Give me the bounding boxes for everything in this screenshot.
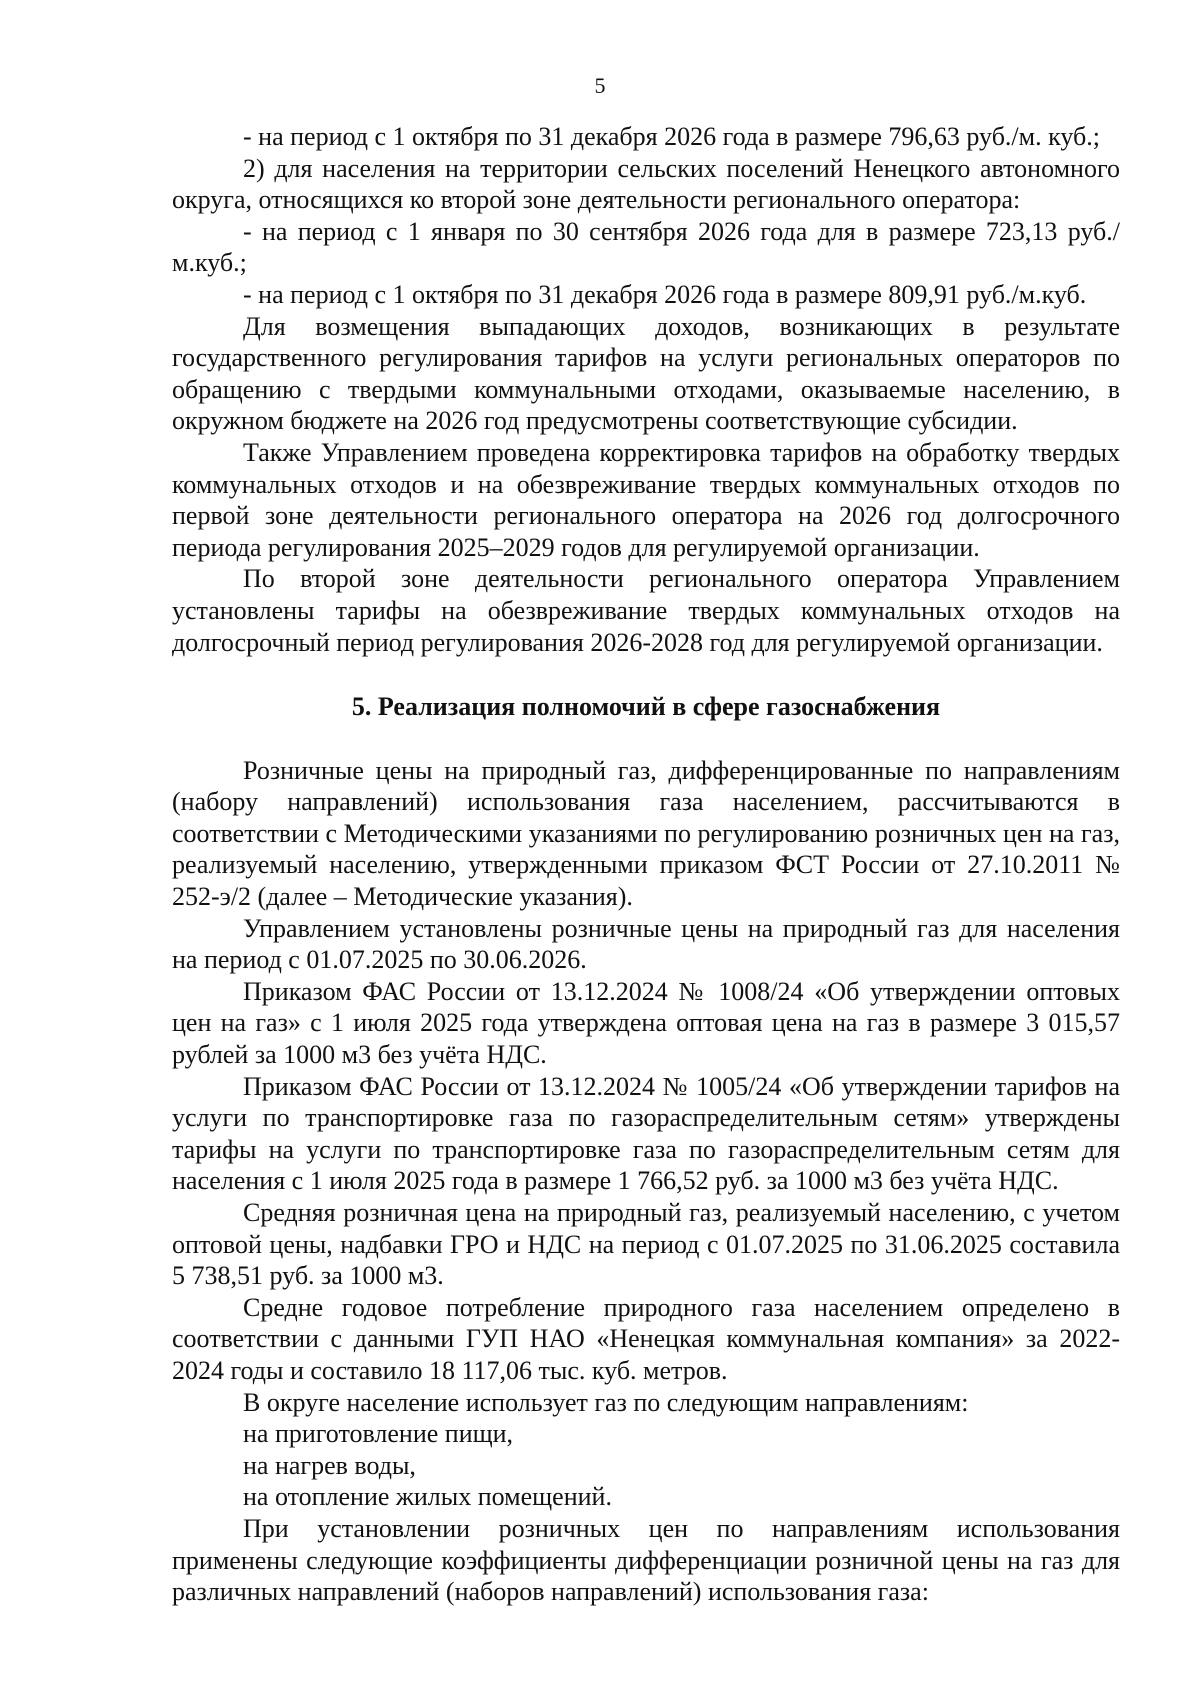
paragraph-coefficients: При установлении розничных цен по направлениям использования применены следующие коэффициенты дифференциации розничной цены на газ для различных направлений (наборов направлений) использования газа: <box>172 1513 1120 1607</box>
list-item-cooking: на приготовление пищи, <box>243 1419 514 1449</box>
list-item-space-heating: на отопление жилых помещений. <box>243 1482 612 1512</box>
document-body <box>172 121 1120 1608</box>
section-heading: 5. Реализация полномочий в сфере газоснабжения <box>351 692 941 722</box>
list-item-water-heating: на нагрев воды, <box>243 1450 416 1480</box>
paragraph-transport-tariffs: Приказом ФАС России от 13.12.2024 № 1005/24 «Об утверждении тарифов на услуги по транспортировке газа по газораспределительным сетям» утверждены тарифы на услуги по транспортировке газа по газораспределительным сетям для населения с 1 июля 2025 года в размере 1 766,52 руб. за 1000 м3 без учёта НДС. <box>172 1071 1120 1196</box>
paragraph-second-zone-tariffs: По второй зоне деятельности регионального оператора Управлением установлены тарифы на обезвреживание твердых коммунальных отходов на долгосрочный период регулирования 2026-2028 год для регулируемой организации. <box>172 564 1120 657</box>
paragraph-retail-period: Управлением установлены розничные цены на природный газ для населения на период с 01.07.2025 по 30.06.2026. <box>172 913 1120 975</box>
paragraph-tariff-oct-dec-zone1: - на период с 1 октября по 31 декабря 2026 года в размере 796,63 руб./м. куб.; <box>243 122 1100 151</box>
paragraph-subsidies: Для возмещения выпадающих доходов, возникающих в результате государственного регулирования тарифов на услуги региональных операторов по обращению с твердыми коммунальными отходами, оказываемые населению, в окружном бюджете на 2026 год предусмотрены соответствующие субсидии. <box>172 311 1120 436</box>
paragraph-rural-settlements: 2) для населения на территории сельских поселений Ненецкого автономного округа, относящихся ко второй зоне деятельности регионального оператора: <box>172 153 1120 215</box>
paragraph-average-price: Средняя розничная цена на природный газ, реализуемый населению, с учетом оптовой цены, надбавки ГРО и НДС на период с 01.07.2025 по 31.06.2025 составила 5 738,51 руб. за 1000 м3. <box>172 1198 1120 1291</box>
paragraph-usage-intro: В округе население использует газ по следующим направлениям: <box>243 1387 969 1417</box>
paragraph-tariff-jan-sep-zone2: - на период с 1 января по 30 сентября 2026 года для в размере 723,13 руб./м.куб.; <box>172 216 1120 278</box>
paragraph-annual-consumption: Средне годовое потребление природного газа населением определено в соответствии с данными ГУП НАО «Ненецкая коммунальная компания» за 2022-2024 годы и составило 18 117,06 тыс. куб. метров. <box>172 1292 1120 1385</box>
paragraph-tariff-oct-dec-zone2: - на период с 1 октября по 31 декабря 2026 года в размере 809,91 руб./м.куб. <box>243 279 1087 309</box>
paragraph-retail-prices: Розничные цены на природный газ, дифференцированные по направлениям (набору направлений) использования газа населением, рассчитываются в соответствии с Методическими указаниями по регулированию розничных цен на газ, реализуемый населению, утвержденными приказом ФСТ России от 27.10.2011 № 252-э/2 (далее – Методические указания). <box>172 755 1120 912</box>
paragraph-tariff-correction: Также Управлением проведена корректировка тарифов на обработку твердых коммунальных отходов и на обезвреживание твердых коммунальных отходов по первой зоне деятельности регионального оператора на 2026 год долгосрочного периода регулирования 2025–2029 годов для регулируемой организации. <box>172 437 1120 562</box>
paragraph-wholesale-price: Приказом ФАС России от 13.12.2024 № 1008/24 «Об утверждении оптовых цен на газ» с 1 июля 2025 года утверждена оптовая цена на газ в размере 3 015,57 рублей за 1000 м3 без учёта НДС. <box>172 976 1120 1070</box>
page-number: 5 <box>594 73 606 98</box>
